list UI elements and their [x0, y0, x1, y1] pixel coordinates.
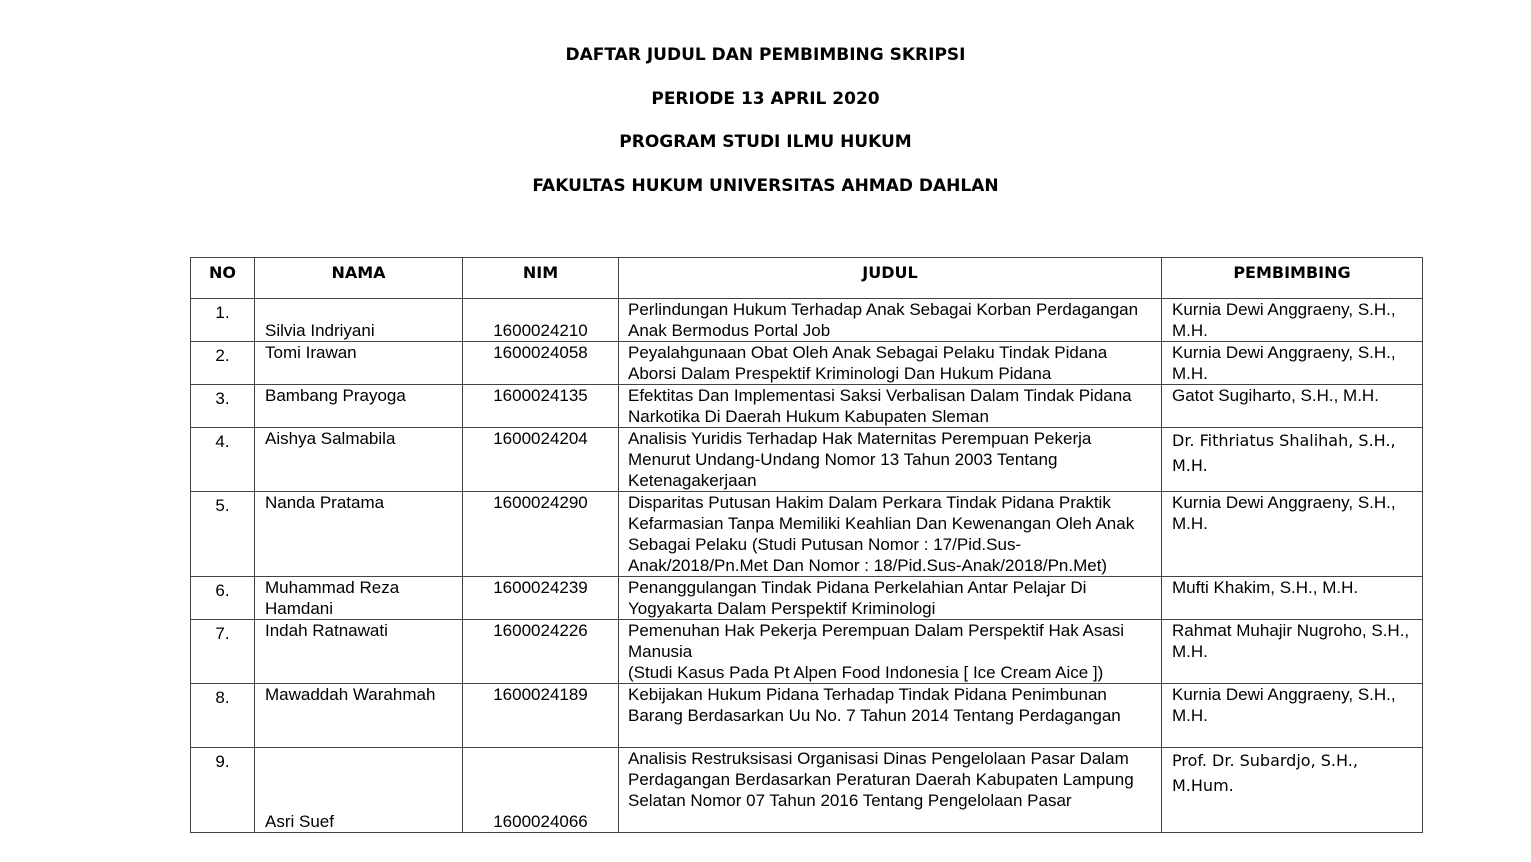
cell-nim: 1600024189 [463, 684, 619, 748]
cell-no: 6. [191, 577, 255, 620]
cell-judul: Penanggulangan Tindak Pidana Perkelahian Antar Pelajar Di Yogyakarta Dalam Perspektif Kriminologi [619, 577, 1162, 620]
cell-nama: Tomi Irawan [255, 342, 463, 385]
cell-judul: Analisis Restruksisasi Organisasi Dinas Pengelolaan Pasar Dalam Perdagangan Berdasarkan Peraturan Daerah Kabupaten Lampung Selatan Nomor 07 Tahun 2016 Tentang Pengelolaan Pasar [619, 748, 1162, 833]
heading-line-4: FAKULTAS HUKUM UNIVERSITAS AHMAD DAHLAN [532, 175, 999, 196]
cell-nama: Silvia Indriyani [255, 299, 463, 342]
header-nim: NIM [463, 258, 619, 299]
cell-nim: 1600024204 [463, 428, 619, 492]
cell-judul [619, 620, 1162, 684]
cell-no: 3. [191, 385, 255, 428]
cell-nim: 1600024226 [463, 620, 619, 684]
cell-nama: Bambang Prayoga [255, 385, 463, 428]
cell-nama: Aishya Salmabila [255, 428, 463, 492]
cell-pembimbing: Kurnia Dewi Anggraeny, S.H., M.H. [1162, 492, 1423, 577]
cell-nim: 1600024290 [463, 492, 619, 577]
cell-nama: Mawaddah Warahmah [255, 684, 463, 748]
cell-pembimbing: Prof. Dr. Subardjo, S.H., M.Hum. [1162, 748, 1423, 833]
heading-line-3: PROGRAM STUDI ILMU HUKUM [619, 132, 912, 152]
table-row [191, 748, 1423, 833]
table-row [191, 299, 1423, 342]
cell-nim: 1600024066 [463, 748, 619, 833]
cell-pembimbing: Rahmat Muhajir Nugroho, S.H., M.H. [1162, 620, 1423, 684]
cell-judul: Disparitas Putusan Hakim Dalam Perkara Tindak Pidana Praktik Kefarmasian Tanpa Memiliki Keahlian Dan Kewenangan Oleh Anak Sebagai Pelaku (Studi Putusan Nomor : 17/Pid.Sus-Anak/2018/Pn.Met Dan Nomor : 18/Pid.Sus-Anak/2018/Pn.Met) [619, 492, 1162, 577]
cell-pembimbing: Kurnia Dewi Anggraeny, S.H., M.H. [1162, 342, 1423, 385]
cell-pembimbing: Mufti Khakim, S.H., M.H. [1162, 577, 1423, 620]
cell-nim: 1600024135 [463, 385, 619, 428]
cell-no: 9. [191, 748, 255, 833]
cell-nama: Asri Suef [255, 748, 463, 833]
table-row [191, 428, 1423, 492]
cell-no: 8. [191, 684, 255, 748]
cell-judul: Kebijakan Hukum Pidana Terhadap Tindak Pidana Penimbunan Barang Berdasarkan Uu No. 7 Tahun 2014 Tentang Perdagangan [619, 684, 1162, 748]
table-row [191, 492, 1423, 577]
cell-nim: 1600024239 [463, 577, 619, 620]
cell-judul: Analisis Yuridis Terhadap Hak Maternitas Perempuan Pekerja Menurut Undang-Undang Nomor 13 Tahun 2003 Tentang Ketenagakerjaan [619, 428, 1162, 492]
cell-no: 7. [191, 620, 255, 684]
cell-judul: Perlindungan Hukum Terhadap Anak Sebagai Korban Perdagangan Anak Bermodus Portal Job [619, 299, 1162, 342]
cell-no: 2. [191, 342, 255, 385]
table-header-row [191, 258, 1423, 299]
table-row [191, 620, 1423, 684]
table-row [191, 577, 1423, 620]
cell-pembimbing: Kurnia Dewi Anggraeny, S.H., M.H. [1162, 684, 1423, 748]
cell-pembimbing: Dr. Fithriatus Shalihah, S.H., M.H. [1162, 428, 1423, 492]
table-row [191, 385, 1423, 428]
cell-no: 1. [191, 299, 255, 342]
heading-line-1: DAFTAR JUDUL DAN PEMBIMBING SKRIPSI [565, 45, 966, 65]
cell-judul: Efektitas Dan Implementasi Saksi Verbalisan Dalam Tindak Pidana Narkotika Di Daerah Hukum Kabupaten Sleman [619, 385, 1162, 428]
document-heading [0, 44, 1531, 218]
header-no: NO [191, 258, 255, 299]
cell-nim: 1600024058 [463, 342, 619, 385]
judul-note: (Studi Kasus Pada Pt Alpen Food Indonesia [ Ice Cream Aice ]) [628, 663, 1104, 682]
header-pembimbing: PEMBIMBING [1162, 258, 1423, 299]
cell-nama: Nanda Pratama [255, 492, 463, 577]
header-nama: NAMA [255, 258, 463, 299]
cell-pembimbing: Kurnia Dewi Anggraeny, S.H., M.H. [1162, 299, 1423, 342]
judul-text: Pemenuhan Hak Pekerja Perempuan Dalam Perspektif Hak Asasi Manusia [628, 621, 1125, 661]
cell-nama: Muhammad Reza Hamdani [255, 577, 463, 620]
cell-no: 4. [191, 428, 255, 492]
cell-pembimbing: Gatot Sugiharto, S.H., M.H. [1162, 385, 1423, 428]
thesis-table [190, 257, 1423, 833]
cell-nama: Indah Ratnawati [255, 620, 463, 684]
cell-judul: Peyalahgunaan Obat Oleh Anak Sebagai Pelaku Tindak Pidana Aborsi Dalam Prespektif Kriminologi Dan Hukum Pidana [619, 342, 1162, 385]
table-row [191, 342, 1423, 385]
table-row [191, 684, 1423, 748]
cell-nim: 1600024210 [463, 299, 619, 342]
header-judul: JUDUL [619, 258, 1162, 299]
heading-line-2: PERIODE 13 APRIL 2020 [651, 88, 880, 109]
cell-no: 5. [191, 492, 255, 577]
